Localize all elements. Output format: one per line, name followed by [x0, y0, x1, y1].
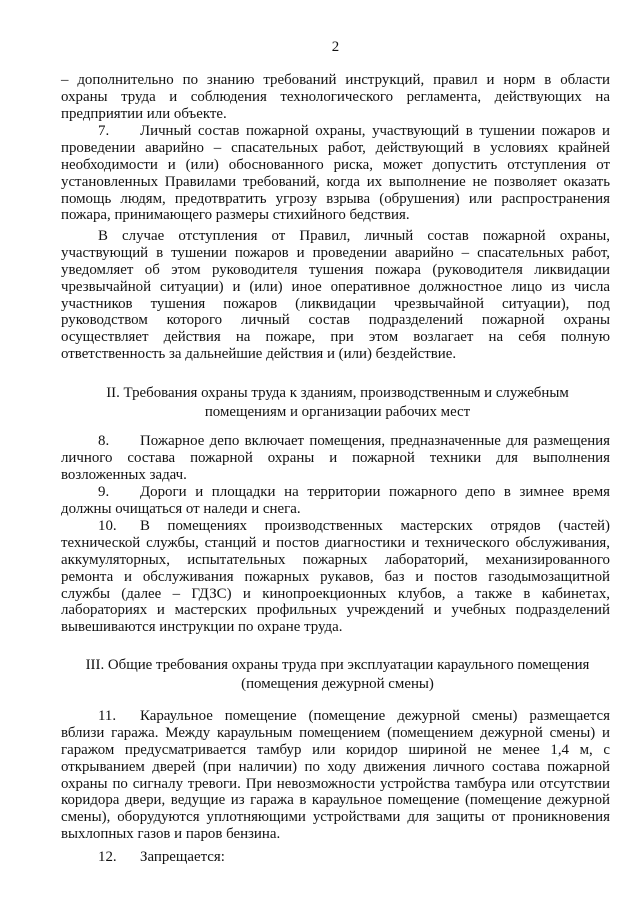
paragraph-number: 12. — [98, 849, 117, 865]
line-text: осуществляет действия на пожаре, при этом возлагает на себя полную — [61, 329, 610, 346]
text-line — [61, 157, 610, 174]
section-heading-text: (помещения дежурной смены) — [241, 676, 434, 692]
text-line — [61, 296, 610, 313]
text-line — [61, 191, 610, 208]
paragraph-item-7 — [61, 123, 610, 224]
line-text: пожара, принимающего размеры стихийного бедствия. — [61, 207, 410, 224]
line-text: Личный состав пожарной охраны, участвующий в тушении пожаров и — [140, 123, 610, 139]
text-line — [61, 792, 610, 809]
text-line — [61, 849, 610, 866]
text-line — [61, 501, 610, 518]
text-line — [61, 329, 610, 346]
line-text: предприятии или объекте. — [61, 105, 227, 122]
text-line — [61, 140, 610, 157]
line-text: технической службы, станций и постов диагностики и технического обслуживания, — [61, 534, 610, 551]
line-text: выхлопных газов и паров бензина. — [61, 826, 281, 843]
line-text: чрезвычайной ситуации) и (или) иное оперативное должностное лицо из числа — [61, 278, 610, 295]
text-line — [61, 586, 610, 603]
section-heading-text: III. Общие требования охраны труда при эксплуатации караульного помещения — [85, 657, 590, 673]
line-text: должны очищаться от наледи и снега. — [61, 500, 301, 517]
line-text: коридора двери, ведущие из гаража в караульное помещение (помещение дежурной — [61, 792, 610, 809]
text-line — [61, 776, 610, 793]
text-line — [61, 826, 610, 843]
text-line — [61, 535, 610, 552]
line-text: вывешиваются инструкции по охране труда. — [61, 619, 343, 636]
section-heading-line — [63, 403, 612, 422]
section-heading-line — [63, 656, 612, 675]
line-text: участников тушения пожаров (ликвидации чрезвычайной ситуации), под — [61, 295, 610, 312]
text-line — [61, 89, 610, 106]
text-line — [61, 433, 610, 450]
paragraph-continuation — [61, 72, 610, 123]
text-line — [61, 809, 610, 826]
page-number: 2 — [331, 39, 340, 55]
text-line — [61, 602, 610, 619]
paragraph-item-8 — [61, 433, 610, 484]
paragraph-item-9 — [61, 484, 610, 518]
text-line — [61, 484, 610, 501]
line-text: Запрещается: — [140, 849, 225, 865]
line-text: помощь людям, предотвратить угрозу взрыва (обрушения) или распространения — [61, 190, 610, 207]
text-line — [61, 569, 610, 586]
section-heading-text: помещениям и организации рабочих мест — [204, 404, 471, 420]
text-line — [61, 106, 610, 123]
line-text: участвующий в тушении пожаров и проведении аварийно – спасательных работ, — [61, 244, 610, 261]
section-heading-line — [63, 384, 612, 403]
text-line — [61, 228, 610, 245]
paragraph-number: 8. — [98, 433, 110, 449]
line-text: – дополнительно по знанию требований инструкций, правил и норм в области — [61, 72, 610, 88]
paragraph-item-7-continued — [61, 228, 610, 363]
line-text: аккумуляторных, испытательных пожарных лабораторий, механизированного — [61, 551, 610, 568]
line-text: лабораториях и мастерских профильных учреждений и учебных подразделений — [61, 602, 610, 619]
text-line — [61, 467, 610, 484]
text-line — [61, 123, 610, 140]
line-text: необходимости и (или) обоснованного риска, может допустить отступления от — [61, 156, 610, 173]
text-line — [61, 725, 610, 742]
paragraph-number: 9. — [98, 484, 110, 500]
line-text: Пожарное депо включает помещения, предназначенные для размещения — [140, 433, 610, 449]
paragraph-number: 10. — [98, 518, 117, 534]
section-heading-line — [63, 675, 612, 694]
text-line — [61, 245, 610, 262]
text-line — [61, 262, 610, 279]
line-text: проведении аварийно – спасательных работ, действующий в условиях крайней — [61, 139, 610, 156]
text-line — [61, 72, 610, 89]
text-line — [61, 279, 610, 296]
section-heading-iii — [63, 656, 612, 694]
line-text: ответственность за дальнейшие действия и (или) бездействие. — [61, 346, 457, 363]
line-text: смены), оборудуются уплотняющими устройствами для защиты от проникновения — [61, 809, 610, 826]
paragraph-number: 11. — [98, 708, 117, 724]
section-heading-text: II. Требования охраны труда к зданиям, производственным и служебным — [106, 385, 569, 401]
text-line — [61, 742, 610, 759]
line-text: открыванием дверей (при наличии) по ходу движения личного состава пожарной — [61, 758, 610, 775]
line-text: гаражом предусматривается тамбур или коридор шириной не менее 1,4 м, с — [61, 741, 610, 758]
line-text: возложенных задач. — [61, 466, 187, 483]
line-text: Дороги и площадки на территории пожарного депо в зимнее время — [140, 484, 610, 500]
text-line — [61, 174, 610, 191]
text-line — [61, 312, 610, 329]
line-text: охраны по сигналу тревоги. При невозможности устройства тамбура или отсутствии — [61, 775, 610, 792]
line-text: установленных Правилами требований, когда их выполнение не позволяет оказать — [61, 173, 610, 190]
paragraph-item-12 — [61, 849, 610, 866]
line-text: уведомляет об этом руководителя тушения пожара (руководителя ликвидации — [61, 261, 610, 278]
paragraph-number: 7. — [98, 123, 110, 139]
text-line — [61, 207, 610, 224]
line-text: ремонта и обслуживания пожарных рукавов, баз и постов газодымозащитной — [61, 568, 610, 585]
text-line — [61, 518, 610, 535]
text-line — [61, 708, 610, 725]
paragraph-item-10 — [61, 518, 610, 636]
line-text: личного состава пожарной охраны и пожарной техники для выполнения — [61, 449, 610, 466]
text-line — [61, 619, 610, 636]
text-line — [61, 552, 610, 569]
line-text: службы (далее – ГДЗС) и кинопроекционных клубов, а также в кабинетах, — [61, 585, 610, 602]
paragraph-item-11 — [61, 708, 610, 843]
line-text: руководством которого личный состав подразделений пожарной охраны — [61, 312, 610, 329]
text-line — [61, 759, 610, 776]
section-heading-ii — [63, 384, 612, 422]
text-line — [61, 450, 610, 467]
line-text: вблизи гаража. Между караульным помещением (помещением дежурной смены) и — [61, 724, 610, 741]
line-text: Караульное помещение (помещение дежурной смены) размещается — [140, 708, 610, 724]
line-text: охраны труда и соблюдения технологического регламента, действующих на — [61, 88, 610, 105]
line-text: В случае отступления от Правил, личный состав пожарной охраны, — [98, 228, 610, 244]
text-line — [61, 346, 610, 363]
line-text: В помещениях производственных мастерских отрядов (частей) — [140, 518, 610, 534]
